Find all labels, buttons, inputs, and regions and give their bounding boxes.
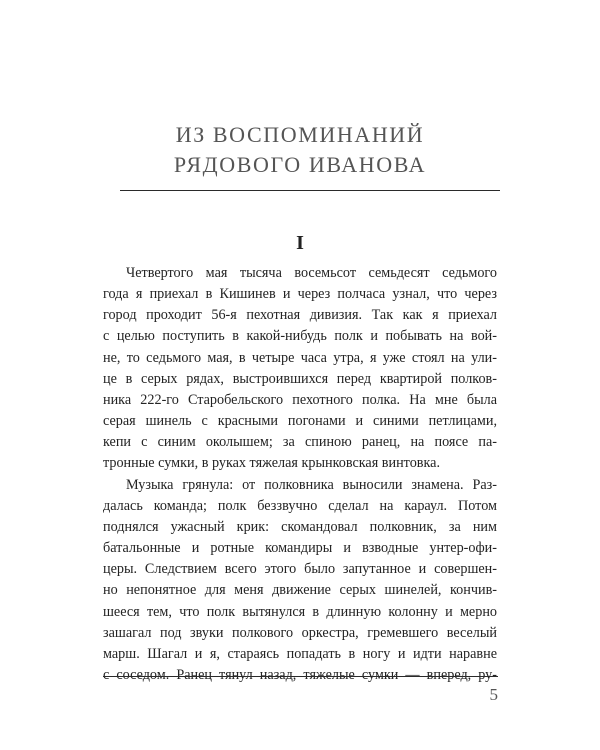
text-line: далась команда; полк беззвучно сделал на караул. Потом <box>103 497 497 514</box>
text-line: серая шинель с красными погонами и синими петлицами, <box>103 413 497 430</box>
text-line: це в серых рядах, выстроившихся перед квартирой полков- <box>103 370 497 387</box>
chapter-heading <box>0 120 600 180</box>
text-line: не, то седьмого мая, в четыре часа утра, я уже стоял на ули- <box>103 349 497 366</box>
text-line: город проходит 56-я пехотная дивизия. Так как я приехал <box>103 307 497 324</box>
text-line: шееся тем, что полк вытянулся в длинную колонну и мерно <box>103 603 497 620</box>
heading-line-1: ИЗ ВОСПОМИНАНИЙ <box>175 122 425 147</box>
text-line: года я приехал в Кишинев и через полчаса узнал, что через <box>103 286 497 303</box>
body-text <box>103 263 497 686</box>
text-line: церы. Следствием всего этого было запутанное и совершен- <box>103 561 497 578</box>
text-line: Музыка грянула: от полковника выносили знамена. Раз- <box>126 476 497 493</box>
heading-line-2: РЯДОВОГО ИВАНОВА <box>173 152 427 177</box>
text-line: с целью поступить в какой-нибудь полк и побывать на вой- <box>103 328 497 345</box>
bottom-divider <box>103 676 498 677</box>
text-line: ника 222-го Старобельского пехотного полка. На мне была <box>103 391 497 408</box>
text-line: но непонятное для меня движение серых шинелей, кончив- <box>103 582 497 599</box>
text-line: марш. Шагал и я, стараясь попадать в ногу и идти наравне <box>103 645 497 662</box>
text-line: тронные сумки, в руках тяжелая крынковская винтовка. <box>103 455 441 472</box>
text-line: с соседом. Ранец тянул назад, тяжелые сумки — вперед, ру- <box>103 666 497 683</box>
page-number: 5 <box>489 685 498 704</box>
top-divider <box>120 190 500 191</box>
text-line: поднялся ужасный крик: скомандовал полковник, за ним <box>103 518 497 535</box>
text-line: зашагал под звуки полкового оркестра, гремевшего веселый <box>103 624 497 641</box>
section-number: I <box>296 232 304 254</box>
text-line: Четвертого мая тысяча восемьсот семьдесят седьмого <box>126 265 497 281</box>
text-line: кепи с синим околышем; за спиною ранец, на поясе па- <box>103 434 497 451</box>
text-line: батальонные и ротные командиры и взводные унтер-офи- <box>103 540 497 557</box>
